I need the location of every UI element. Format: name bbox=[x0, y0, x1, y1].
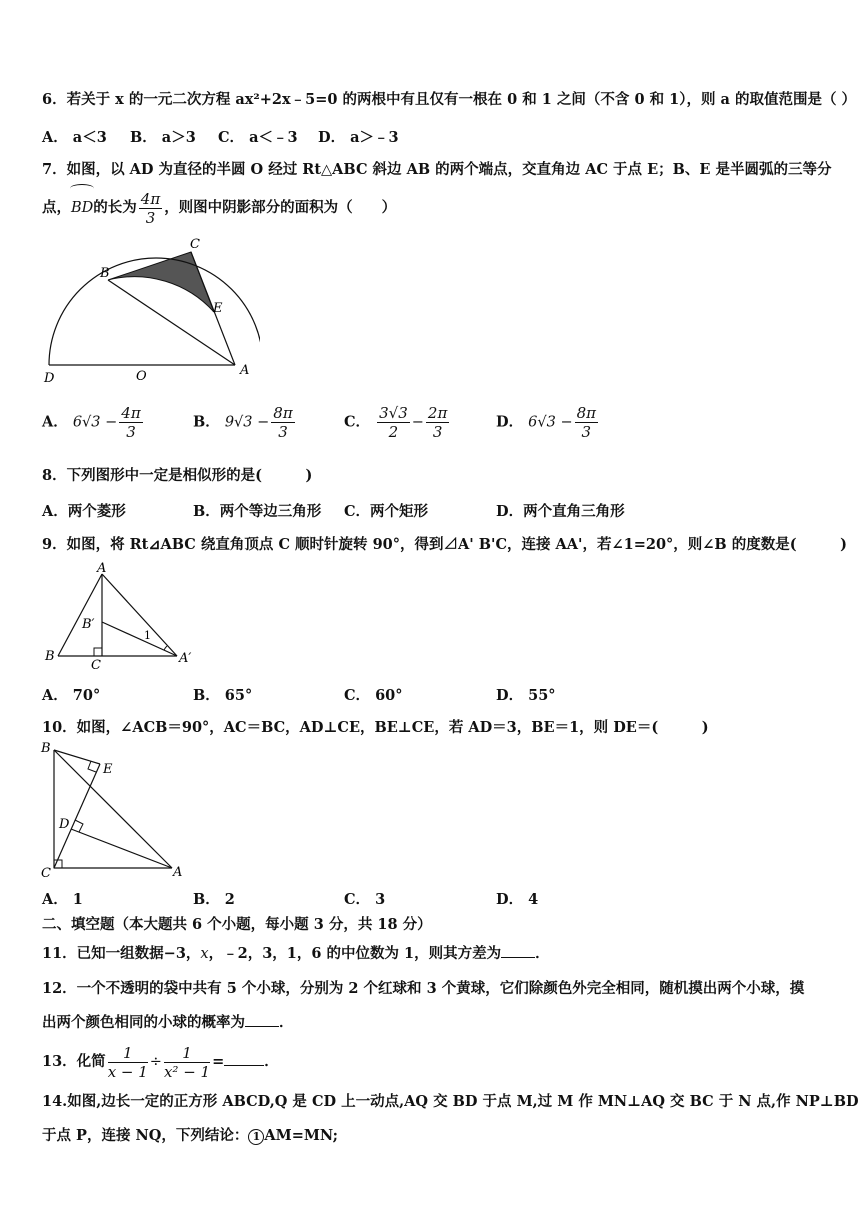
q8-option-d: D．两个直角三角形 bbox=[496, 503, 625, 520]
q10-right-angle-d bbox=[75, 820, 83, 832]
q12-answer-blank bbox=[245, 1026, 279, 1027]
q10-option-c: C． 3 bbox=[344, 891, 386, 908]
q6-stem: 6．若关于 x 的一元二次方程 ax²+2x﹣5=0 的两根中有且仅有一根在 0 和 1 之间（不含 0 和 1），则 a 的取值范围是（ ） bbox=[42, 91, 857, 108]
q7-shaded-region bbox=[108, 252, 214, 312]
q8-option-b: B．两个等边三角形 bbox=[193, 503, 322, 520]
q11-answer-blank bbox=[501, 957, 535, 958]
q14-stem-line1: 14.如图,边长一定的正方形 ABCD,Q 是 CD 上一动点,AQ 交 BD 于点 M,过 M 作 MN⊥AQ 交 BC 于 N 点,作 NP⊥BD bbox=[42, 1093, 859, 1110]
q7-label-c: C bbox=[190, 237, 200, 252]
q8-option-a: A．两个菱形 bbox=[42, 503, 126, 520]
q10-stem: 10．如图，∠ACB＝90°，AC＝BC，AD⊥CE，BE⊥CE，若 AD＝3，BE＝1，则 DE＝( ) bbox=[42, 719, 709, 736]
q10-label-b: B bbox=[41, 741, 51, 756]
q10-segment-ce bbox=[54, 764, 100, 868]
q9-label-b1: B′ bbox=[82, 617, 95, 632]
q7-figure bbox=[40, 232, 260, 387]
q7-option-a: A． 6√3 − $\frac{4\pi}{3}$ bbox=[42, 404, 141, 441]
q10-segment-ad bbox=[71, 829, 172, 868]
q9-right-angle-mark bbox=[94, 648, 102, 656]
q14-circled-number: 1 bbox=[248, 1129, 264, 1145]
q9-label-a: A bbox=[97, 561, 107, 576]
q7-stem-line2: 点，BD的长为 $\frac{4\pi}{3}$ ，则图中阴影部分的面积为（ ） bbox=[42, 189, 397, 227]
q12-stem-line2: 出两个颜色相同的小球的概率为 ． bbox=[42, 1014, 294, 1031]
q9-option-a: A． 70° bbox=[42, 687, 101, 704]
q12-stem-line1: 12．一个不透明的袋中共有 5 个小球，分别为 2 个红球和 3 个黄球，它们除颜色外完全相同，随机摸出两个小球，摸 bbox=[42, 980, 805, 997]
q7-label-o: O bbox=[136, 369, 147, 384]
q10-label-d: D bbox=[59, 817, 70, 832]
q7-option-b: B． 9√3 − $\frac{8\pi}{3}$ bbox=[193, 404, 293, 441]
q10-option-a: A． 1 bbox=[42, 891, 83, 908]
q14-stem-line2: 于点 P，连接 NQ，下列结论： 1 AM=MN; bbox=[42, 1127, 338, 1144]
q6-option-b: B． a＞3 bbox=[130, 129, 196, 146]
q9-segment-aa1 bbox=[102, 574, 177, 656]
q9-figure bbox=[40, 560, 200, 672]
q7-label-d: D bbox=[44, 371, 55, 386]
q7-label-b: B bbox=[100, 266, 110, 281]
q13-answer-blank bbox=[224, 1065, 264, 1066]
arc-bd: BD bbox=[71, 188, 93, 228]
q10-label-a: A bbox=[173, 865, 183, 878]
q7-label-e: E bbox=[213, 301, 223, 316]
q8-option-c: C．两个矩形 bbox=[344, 503, 429, 520]
q9-option-d: D． 55° bbox=[496, 687, 556, 704]
section-2-heading: 二、填空题（本大题共 6 个小题，每小题 3 分，共 18 分） bbox=[42, 916, 432, 933]
q10-option-b: B． 2 bbox=[193, 891, 235, 908]
q8-stem: 8．下列图形中一定是相似形的是( ) bbox=[42, 467, 313, 484]
q9-segment-b1a1 bbox=[102, 622, 177, 656]
q10-segment-ab bbox=[54, 750, 172, 868]
q7-option-c: C． $\frac{3√3}{2}$ − $\frac{2\pi}{3}$ bbox=[344, 404, 448, 441]
q9-label-angle-1: 1 bbox=[144, 629, 151, 642]
q13-stem: 13．化简 $\frac{1}{x - 1}$ ÷ $\frac{1}{\text{x² − 1}}$ = ． bbox=[42, 1043, 279, 1081]
q9-stem: 9．如图，将 Rt⊿ABC 绕直角顶点 C 顺时针旋转 90°，得到⊿A' B'C，连接 AA'，若∠1=20°，则∠B 的度数是( ) bbox=[42, 536, 847, 553]
q6-option-d: D． a＞﹣3 bbox=[318, 129, 399, 146]
q9-option-c: C． 60° bbox=[344, 687, 403, 704]
q9-option-b: B． 65° bbox=[193, 687, 253, 704]
q7-stem-line1: 7．如图，以 AD 为直径的半圆 O 经过 Rt△ABC 斜边 AB 的两个端点，交直角边 AC 于点 E；B、E 是半圆弧的三等分 bbox=[42, 161, 832, 178]
q9-angle-1-arc bbox=[164, 646, 167, 650]
q7-option-d: D． 6√3 − $\frac{8\pi}{3}$ bbox=[496, 404, 596, 441]
q10-label-e: E bbox=[103, 762, 113, 777]
q7-segment-ab bbox=[108, 280, 235, 365]
q11-stem: 11．已知一组数据−3，x，﹣2，3，1，6 的中位数为 1，则其方差为 ． bbox=[42, 945, 550, 962]
q10-label-c: C bbox=[41, 866, 51, 878]
q9-label-b: B bbox=[45, 649, 55, 664]
q9-label-a1: A′ bbox=[179, 651, 192, 666]
q6-option-a: A． a＜3 bbox=[42, 129, 107, 146]
q10-option-d: D． 4 bbox=[496, 891, 539, 908]
q9-segment-ab bbox=[58, 574, 102, 656]
q6-option-c: C． a＜﹣3 bbox=[218, 129, 298, 146]
q10-figure bbox=[38, 738, 188, 878]
q7-label-a: A bbox=[240, 363, 250, 378]
q9-label-c: C bbox=[91, 658, 101, 672]
